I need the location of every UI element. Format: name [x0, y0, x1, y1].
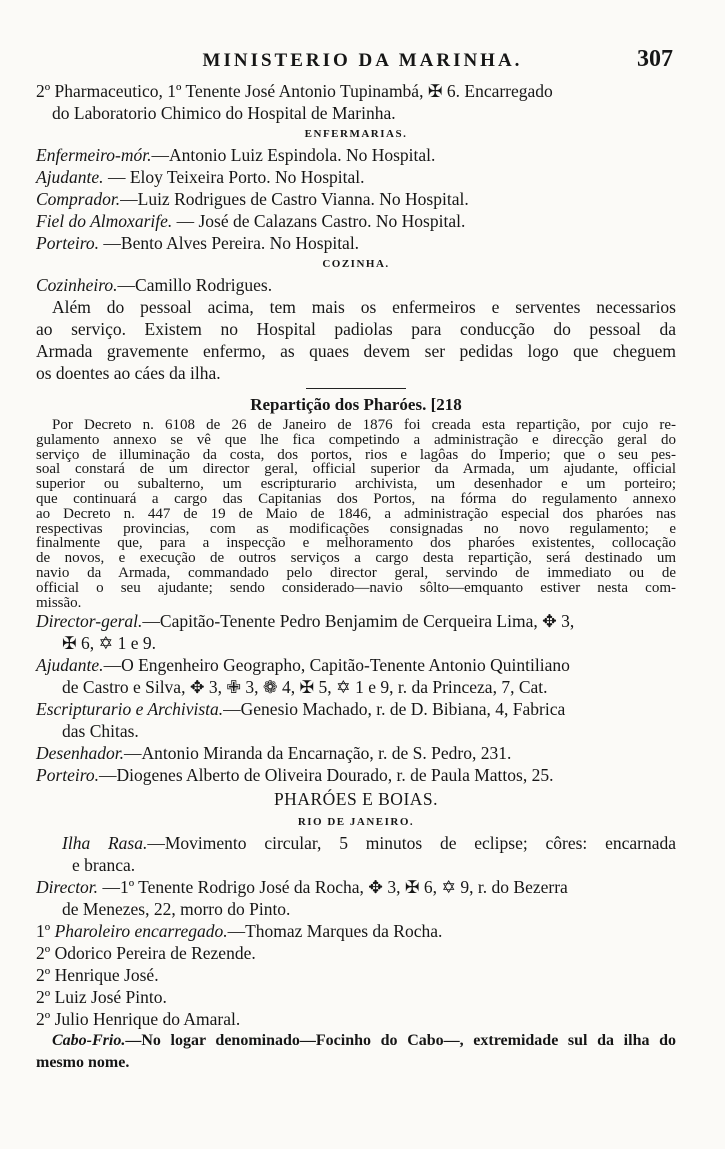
order-medal-icon: ❁ — [262, 677, 278, 698]
cozinha-paragraph-line: os doentes ao cáes da ilha. — [36, 363, 221, 383]
enfermarias-row: Comprador.—Luiz Rodrigues de Castro Vianna. No Hospital. — [36, 189, 469, 209]
reparticao-paragraph-line: Por Decreto n. 6108 de 26 de Janeiro de 1876 foi creada esta repartição, por cujo re- — [52, 417, 676, 433]
staff-line: 2º Julio Henrique do Amaral. — [36, 1009, 241, 1030]
reparticao-paragraph-line: navio da Armada, commandado pelo director geral, servindo de immediato ou de — [36, 564, 676, 581]
reparticao-paragraph-line: superior ou subalterno, um escripturario archivista, um desenhador e um porteiro; — [36, 476, 676, 493]
ajudante-line-2: de Castro e Silva, ✥ 3, ✙ 3, ❁ 4, ✠ 5, ✡ 1 e 9, r. da Princeza, 7, Cat. — [62, 677, 548, 698]
cabo-frio-line-1: Cabo-Frio.—No logar denominado—Focinho do Cabo—, extremidade sul da ilha do — [52, 1032, 676, 1050]
cabo-frio-line-2: mesmo nome. — [36, 1054, 130, 1072]
pharmaceutico-line-2: do Laboratorio Chimico do Hospital de Marinha. — [52, 103, 396, 123]
ajudante-line-1: Ajudante.—O Engenheiro Geographo, Capitão-Tenente Antonio Quintiliano — [36, 655, 570, 676]
cozinha-paragraph-line: ao serviço. Existem no Hospital padiolas para conducção do pessoal da — [36, 319, 676, 339]
staff-line: 2º Henrique José. — [36, 965, 159, 986]
page-number: 307 — [637, 46, 673, 72]
escripturario-line-1: Escripturario e Archivista.—Genesio Machado, r. de D. Bibiana, 4, Fabrica — [36, 699, 566, 720]
reparticao-paragraph-line: official o seu ajudante; sendo considerado—navio sôlto—emquanto estiver nesta com- — [36, 579, 676, 596]
reparticao-paragraph-line: serviço de illuminação da costa, dos portos, rios e lagôas do Imperio; que o seu pes- — [36, 446, 676, 463]
order-star-icon: ✡ — [336, 677, 351, 698]
order-rose-icon: ✥ — [368, 877, 383, 898]
reparticao-ref: [218 — [430, 395, 462, 414]
enfermarias-row: Porteiro. —Bento Alves Pereira. No Hospital. — [36, 233, 360, 253]
order-rose-icon: ✥ — [542, 611, 557, 632]
enfermarias-row: Fiel do Almoxarife. — José de Calazans Castro. No Hospital. — [36, 211, 466, 231]
reparticao-paragraph-line: respectivas provincias, com as modificações consignadas no novo regulamento; e — [36, 520, 676, 537]
order-cross-icon: ✠ — [427, 81, 443, 101]
reparticao-paragraph-line: finalmente que, para a inspecção e melhoramento dos pharóes existentes, collocação — [36, 535, 676, 552]
reparticao-paragraph-line: gulamento annexo se vê que lhe fica competindo a administração e direcção geral do — [36, 431, 676, 448]
desenhador-line: Desenhador.—Antonio Miranda da Encarnação, r. de S. Pedro, 231. — [36, 743, 512, 764]
reparticao-paragraph-line: que continuará a cargo das Capitanias dos Portos, na fórma do regulamento annexo — [36, 490, 676, 507]
director-geral-line-2: ✠ 6, ✡ 1 e 9. — [62, 633, 156, 654]
ilha-rasa-line-2: e branca. — [72, 855, 136, 876]
reparticao-paragraph-line: ao Decreto n. 447 de 19 de Maio de 1846, a administração especial dos pharóes nas — [36, 505, 676, 522]
order-cross-icon: ✠ — [299, 677, 315, 698]
cozinha-paragraph-line: Armada gravemente enfermo, as quaes devem ser pedidas logo que cheguem — [36, 341, 676, 361]
reparticao-heading: Repartição dos Pharóes. [218 — [250, 395, 462, 414]
enfermarias-row: Ajudante. — Eloy Teixeira Porto. No Hospital. — [36, 167, 365, 187]
section-divider — [306, 388, 406, 389]
pharoes-director-line-2: de Menezes, 22, morro do Pinto. — [62, 899, 291, 920]
order-rose-icon: ✥ — [189, 677, 205, 698]
ilha-rasa-line-1: Ilha Rasa.—Movimento circular, 5 minutos de eclipse; côres: encarnada — [62, 833, 676, 854]
order-star-icon: ✡ — [98, 633, 114, 654]
porteiro-line: Porteiro.—Diogenes Alberto de Oliveira Dourado, r. de Paula Mattos, 25. — [36, 765, 554, 786]
pharoes-subheading: RIO DE JANEIRO. — [297, 816, 415, 829]
pharmaceutico-line-1: 2º Pharmaceutico, 1º Tenente José Antonio Tupinambá, ✠ 6. Encarregado — [36, 81, 553, 101]
order-cross-icon: ✠ — [62, 633, 77, 654]
pharoes-director-line-1: Director. —1º Tenente Rodrigo José da Rocha, ✥ 3, ✠ 6, ✡ 9, r. do Bezerra — [36, 877, 568, 898]
enfermarias-heading: ENFERMARIAS. — [304, 128, 408, 140]
cozinha-row: Cozinheiro.—Camillo Rodrigues. — [36, 275, 273, 295]
reparticao-paragraph-line: missão. — [36, 594, 82, 611]
reparticao-paragraph-line: de novos, e execução de outros serviços a cargo desta repartição, será destinado um — [36, 550, 676, 567]
pharoleiro-line: 1º Pharoleiro encarregado.—Thomaz Marques da Rocha. — [36, 921, 443, 942]
order-cross-icon: ✙ — [226, 677, 242, 698]
reparticao-paragraph-line: soal constará de um director geral, official superior da Armada, um ajudante, official — [36, 461, 676, 478]
staff-line: 2º Odorico Pereira de Rezende. — [36, 943, 256, 964]
cozinha-paragraph-line: Além do pessoal acima, tem mais os enfermeiros e serventes necessarios — [52, 297, 676, 317]
order-star-icon: ✡ — [441, 877, 457, 898]
staff-line: 2º Luiz José Pinto. — [36, 987, 167, 1008]
enfermarias-row: Enfermeiro-mór.—Antonio Luiz Espindola. No Hospital. — [36, 145, 436, 165]
director-geral-line-1: Director-geral.—Capitão-Tenente Pedro Benjamim de Cerqueira Lima, ✥ 3, — [36, 611, 575, 632]
order-cross-icon: ✠ — [404, 877, 420, 898]
page-content — [36, 80, 676, 1074]
cozinha-heading: COZINHA. — [322, 258, 390, 270]
escripturario-line-2: das Chitas. — [62, 721, 139, 742]
running-header: MINISTERIO DA MARINHA. — [202, 50, 523, 71]
pharoes-heading: PHARÓES E BOIAS. — [273, 789, 439, 810]
